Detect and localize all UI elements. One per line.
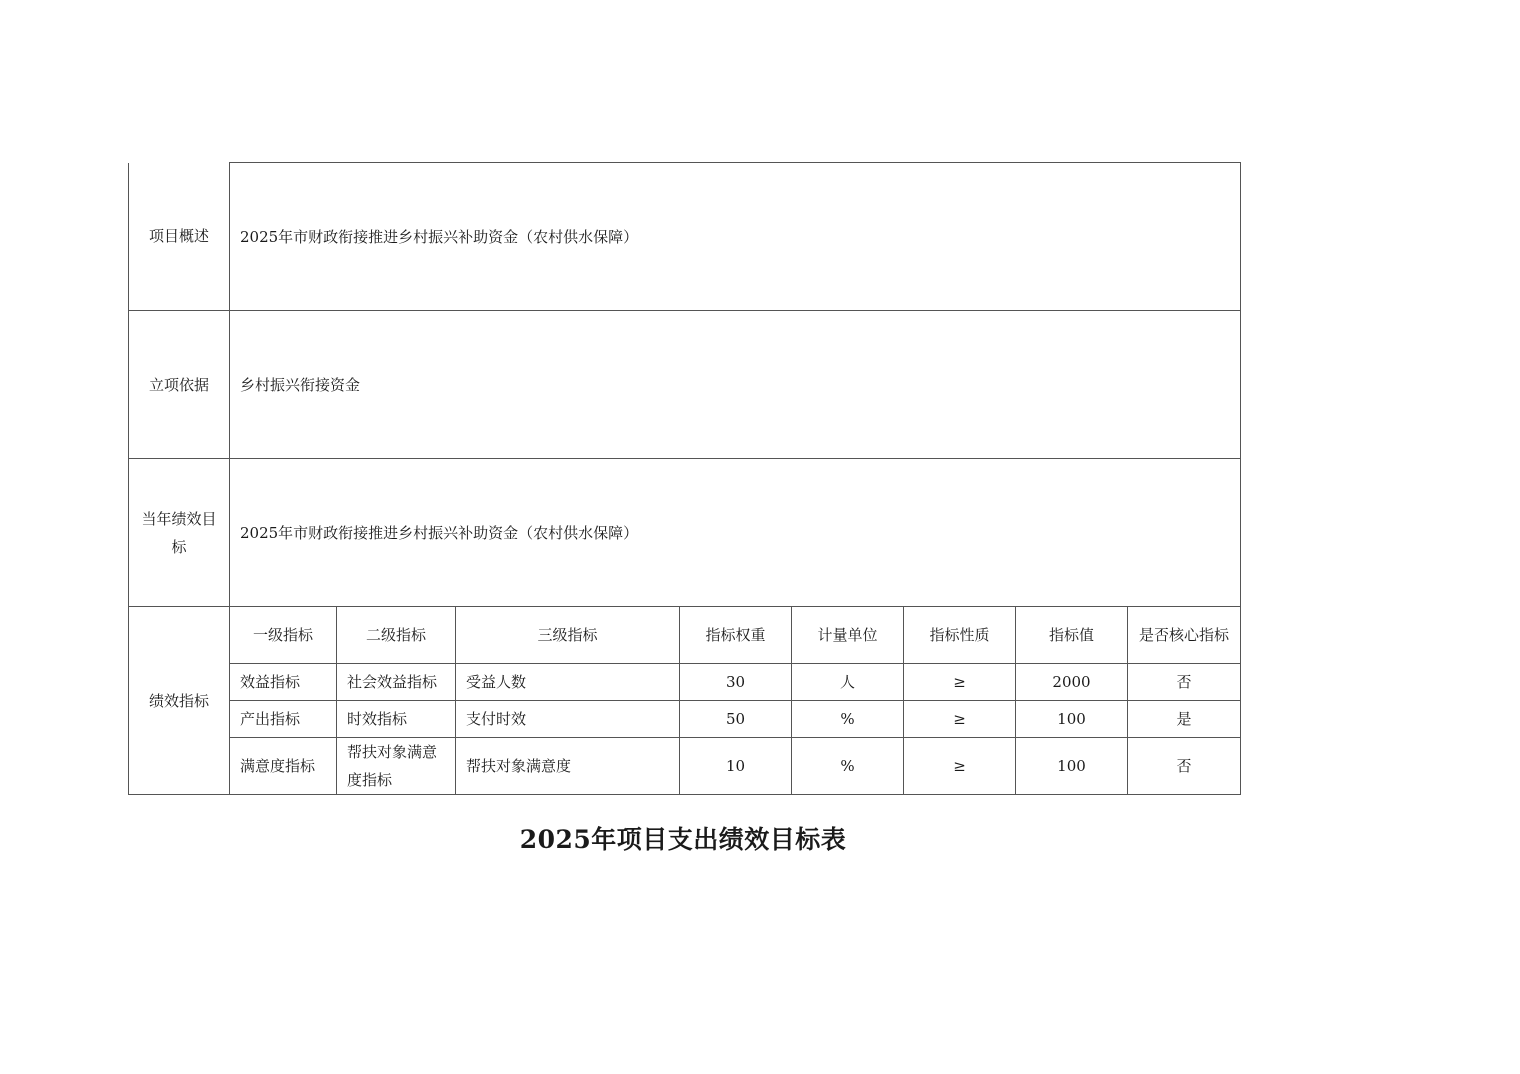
header-level3: 三级指标 [456,607,680,664]
header-core: 是否核心指标 [1128,607,1241,664]
cell-nature: ≥ [904,738,1016,795]
header-nature: 指标性质 [904,607,1016,664]
overview-row [129,163,1241,311]
cell-core: 否 [1128,738,1241,795]
cell-level1: 效益指标 [230,664,337,701]
cell-weight: 30 [680,664,792,701]
header-level2: 二级指标 [337,607,456,664]
indicator-header-row [129,607,1241,664]
cell-level1: 产出指标 [230,701,337,738]
header-value: 指标值 [1016,607,1128,664]
cell-core: 否 [1128,664,1241,701]
header-weight: 指标权重 [680,607,792,664]
cell-level2: 社会效益指标 [337,664,456,701]
overview-label: 项目概述 [129,163,230,311]
cell-value: 2000 [1016,664,1128,701]
indicator-row [129,738,1241,795]
cell-nature: ≥ [904,701,1016,738]
goal-value: 2025年市财政衔接推进乡村振兴补助资金（农村供水保障） [230,459,1241,607]
cell-value: 100 [1016,738,1128,795]
cell-unit: % [792,738,904,795]
basis-label: 立项依据 [129,311,230,459]
document-title: 2025年项目支出绩效目标表 [519,825,847,854]
cell-level3: 帮扶对象满意度 [456,738,680,795]
indicator-section-label: 绩效指标 [129,607,230,795]
cell-value: 100 [1016,701,1128,738]
header-unit: 计量单位 [792,607,904,664]
goal-row [129,459,1241,607]
cell-level1: 满意度指标 [230,738,337,795]
cell-level2: 帮扶对象满意度指标 [337,738,456,795]
overview-value: 2025年市财政衔接推进乡村振兴补助资金（农村供水保障） [230,163,1241,311]
indicator-row [129,701,1241,738]
cell-nature: ≥ [904,664,1016,701]
cell-level2: 时效指标 [337,701,456,738]
header-level1: 一级指标 [230,607,337,664]
indicator-row [129,664,1241,701]
cell-weight: 50 [680,701,792,738]
cell-level3: 支付时效 [456,701,680,738]
cell-core: 是 [1128,701,1241,738]
goal-label: 当年绩效目标 [129,459,230,607]
performance-target-sheet [128,162,1240,794]
cell-unit: % [792,701,904,738]
cell-weight: 10 [680,738,792,795]
performance-table [128,162,1241,795]
basis-value: 乡村振兴衔接资金 [230,311,1241,459]
basis-row [129,311,1241,459]
cell-unit: 人 [792,664,904,701]
cell-level3: 受益人数 [456,664,680,701]
